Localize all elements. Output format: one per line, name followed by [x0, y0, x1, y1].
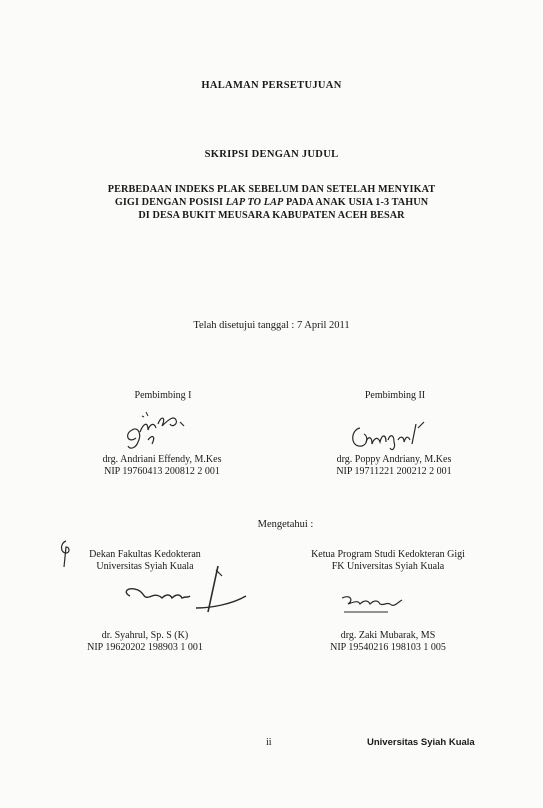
- supervisor-2-name: drg. Poppy Andriany, M.Kes: [336, 454, 452, 465]
- supervisor-2-role: Pembimbing II: [364, 390, 426, 401]
- supervisor-2-info: [294, 454, 494, 478]
- footer-university: Universitas Syiah Kuala: [367, 737, 475, 748]
- supervisor-1-info: [62, 454, 262, 478]
- program-head-name: drg. Zaki Mubarak, MS: [340, 630, 436, 641]
- supervisor-1-name: drg. Andriani Effendy, M.Kes: [102, 454, 222, 465]
- dean-name: dr. Syahrul, Sp. S (K): [101, 630, 189, 641]
- page-number: ii: [266, 737, 272, 748]
- approval-date: Telah disetujui tanggal : 7 April 2011: [193, 320, 350, 331]
- dean-role-line-1: Dekan Fakultas Kedokteran: [89, 549, 201, 560]
- dean-role-line-2: Universitas Syiah Kuala: [96, 561, 194, 572]
- thesis-title-line-1: PERBEDAAN INDEKS PLAK SEBELUM DAN SETELAH MENYIKAT: [107, 184, 436, 195]
- supervisor-2-nip: NIP 19711221 200212 2 001: [336, 466, 452, 477]
- dean-nip: NIP 19620202 198903 1 001: [87, 642, 203, 653]
- program-head-nip: NIP 19540216 198103 1 005: [330, 642, 446, 653]
- dean-signature: [116, 560, 256, 620]
- program-head-signature: [338, 588, 418, 618]
- program-head-role: [278, 549, 498, 573]
- thesis-title: [0, 183, 543, 222]
- program-head-role-line-2: FK Universitas Syiah Kuala: [331, 561, 445, 572]
- dean-info: [60, 630, 230, 654]
- supervisor-1-signature: [118, 404, 198, 452]
- program-head-info: [278, 630, 498, 654]
- supervisor-1-role: Pembimbing I: [134, 390, 192, 401]
- acknowledged-label: Mengetahui :: [257, 519, 314, 530]
- program-head-role-line-1: Ketua Program Studi Kedokteran Gigi: [311, 549, 465, 560]
- thesis-title-line-3: DI DESA BUKIT MEUSARA KABUPATEN ACEH BESAR: [138, 210, 405, 221]
- thesis-subheading: SKRIPSI DENGAN JUDUL: [204, 149, 339, 160]
- supervisor-1-nip: NIP 19760413 200812 2 001: [104, 466, 220, 477]
- thesis-title-line-2: GIGI DENGAN POSISI LAP TO LAP PADA ANAK USIA 1-3 TAHUN: [114, 197, 429, 208]
- page-heading: HALAMAN PERSETUJUAN: [201, 80, 342, 91]
- supervisor-2-signature: [346, 414, 430, 454]
